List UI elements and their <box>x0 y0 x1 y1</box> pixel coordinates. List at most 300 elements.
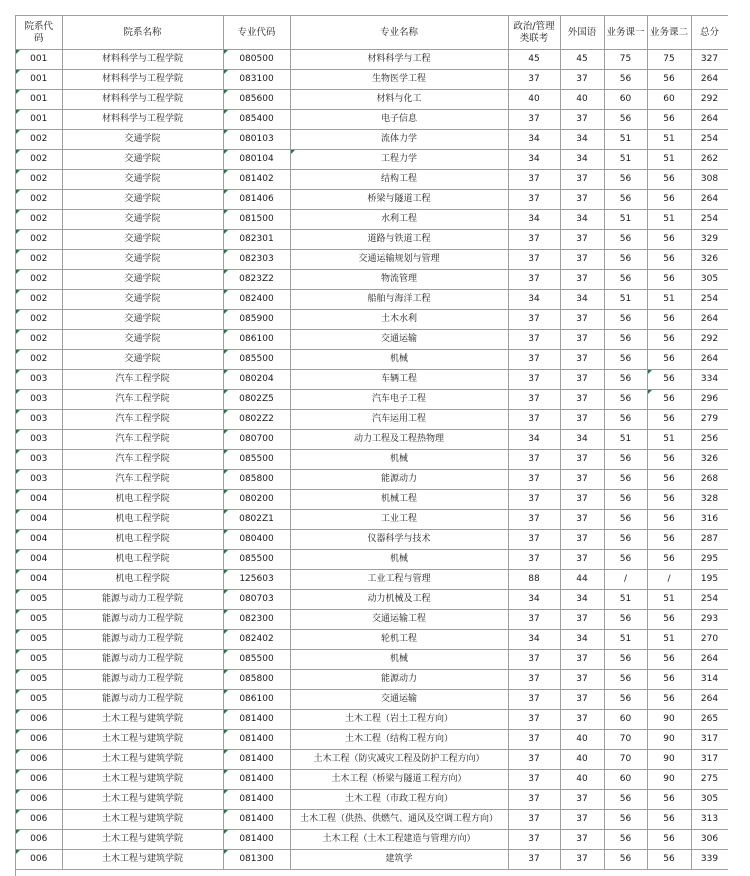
cell-dept-code: 006 <box>16 770 62 790</box>
cell-course2: 56 <box>647 250 691 270</box>
cell-major-code: 081400 <box>223 790 290 810</box>
cell-dept-code: 002 <box>16 330 62 350</box>
cell-course1: 60 <box>604 770 647 790</box>
cell-dept-name: 土木工程与建筑学院 <box>62 730 223 750</box>
cell-dept-name: 交通学院 <box>62 330 223 350</box>
cell-major-code: 081400 <box>223 710 290 730</box>
cell-course1: 56 <box>604 350 647 370</box>
cell-politics: 37 <box>508 250 560 270</box>
cell-course2: 56 <box>647 790 691 810</box>
cell-dept-code: 004 <box>16 550 62 570</box>
cell-total: 308 <box>691 170 728 190</box>
cell-course2: 51 <box>647 150 691 170</box>
cell-course2: 90 <box>647 770 691 790</box>
cell-dept-name: 交通学院 <box>62 290 223 310</box>
cell-course1: 56 <box>604 70 647 90</box>
cell-total: 292 <box>691 330 728 350</box>
cell-language: 34 <box>560 590 604 610</box>
cell-total: 264 <box>691 690 728 710</box>
cell-course2: 56 <box>647 410 691 430</box>
cell-course2: 56 <box>647 490 691 510</box>
cell-language: 37 <box>560 190 604 210</box>
cell-politics: 34 <box>508 590 560 610</box>
cell-major-name: 土木工程（市政工程方向） <box>290 790 508 810</box>
table-row <box>16 290 728 310</box>
cell-language: 40 <box>560 730 604 750</box>
cell-course1: 56 <box>604 190 647 210</box>
cell-total: 306 <box>691 830 728 850</box>
header-dept-code: 院系代码 <box>16 16 62 50</box>
table-row <box>16 710 728 730</box>
cell-major-name: 机械 <box>290 450 508 470</box>
cell-dept-code: 004 <box>16 570 62 590</box>
cell-dept-name: 交通学院 <box>62 190 223 210</box>
cell-course1: 56 <box>604 490 647 510</box>
cell-course1: 51 <box>604 630 647 650</box>
cell-total: 326 <box>691 450 728 470</box>
cell-major-code: 080204 <box>223 370 290 390</box>
cell-dept-name: 交通学院 <box>62 270 223 290</box>
cell-dept-code: 004 <box>16 490 62 510</box>
cell-dept-name: 土木工程与建筑学院 <box>62 830 223 850</box>
table-row <box>16 370 728 390</box>
cell-course1: 70 <box>604 730 647 750</box>
cell-major-code: 0802Z1 <box>223 510 290 530</box>
cell-language: 37 <box>560 610 604 630</box>
cell-course1: 51 <box>604 430 647 450</box>
cell-language: 40 <box>560 750 604 770</box>
cell-major-name: 能源动力 <box>290 670 508 690</box>
cell-politics: 37 <box>508 530 560 550</box>
cell-major-code: 081500 <box>223 210 290 230</box>
cell-language: 37 <box>560 70 604 90</box>
cell-major-name: 车辆工程 <box>290 370 508 390</box>
cell-dept-code: 003 <box>16 370 62 390</box>
cell-language: 40 <box>560 90 604 110</box>
table-row <box>16 690 728 710</box>
cell-major-name: 土木工程（桥梁与隧道工程方向） <box>290 770 508 790</box>
cell-major-code: 085600 <box>223 90 290 110</box>
cell-major-name: 土木工程（岩土工程方向） <box>290 710 508 730</box>
cell-dept-code: 002 <box>16 230 62 250</box>
cell-course2: 90 <box>647 710 691 730</box>
table-row <box>16 450 728 470</box>
cell-course1: 56 <box>604 410 647 430</box>
cell-politics: 34 <box>508 150 560 170</box>
cell-major-name: 材料科学与工程 <box>290 50 508 70</box>
cell-dept-code: 002 <box>16 170 62 190</box>
cell-major-name: 机械 <box>290 350 508 370</box>
cell-major-code: 082301 <box>223 230 290 250</box>
table-row <box>16 790 728 810</box>
cell-course2: 56 <box>647 610 691 630</box>
cell-course1: 56 <box>604 670 647 690</box>
cell-course1: 56 <box>604 450 647 470</box>
cell-total: 254 <box>691 590 728 610</box>
score-table <box>16 16 728 870</box>
cell-politics: 37 <box>508 550 560 570</box>
cell-dept-code: 005 <box>16 670 62 690</box>
cell-total: 254 <box>691 130 728 150</box>
cell-language: 34 <box>560 210 604 230</box>
cell-dept-code: 002 <box>16 250 62 270</box>
cell-language: 37 <box>560 530 604 550</box>
cell-politics: 37 <box>508 770 560 790</box>
cell-major-name: 电子信息 <box>290 110 508 130</box>
cell-politics: 37 <box>508 390 560 410</box>
cell-major-code: 081400 <box>223 770 290 790</box>
cell-major-code: 085800 <box>223 670 290 690</box>
table-row <box>16 770 728 790</box>
cell-major-code: 085500 <box>223 350 290 370</box>
cell-total: 254 <box>691 290 728 310</box>
cell-politics: 37 <box>508 750 560 770</box>
cell-course1: 56 <box>604 330 647 350</box>
cell-course1: 70 <box>604 750 647 770</box>
cell-course1: 56 <box>604 790 647 810</box>
cell-language: 37 <box>560 350 604 370</box>
cell-total: 279 <box>691 410 728 430</box>
cell-major-code: 083100 <box>223 70 290 90</box>
cell-language: 37 <box>560 810 604 830</box>
cell-language: 45 <box>560 50 604 70</box>
cell-course1: 56 <box>604 830 647 850</box>
table-row <box>16 850 728 870</box>
table-row <box>16 350 728 370</box>
cell-dept-name: 能源与动力工程学院 <box>62 630 223 650</box>
cell-course1: 56 <box>604 230 647 250</box>
cell-course2: 90 <box>647 750 691 770</box>
cell-major-name: 汽车电子工程 <box>290 390 508 410</box>
cell-language: 37 <box>560 390 604 410</box>
cell-politics: 45 <box>508 50 560 70</box>
cell-total: 329 <box>691 230 728 250</box>
cell-major-code: 082402 <box>223 630 290 650</box>
cell-language: 37 <box>560 110 604 130</box>
cell-course2: 75 <box>647 50 691 70</box>
cell-language: 37 <box>560 230 604 250</box>
cell-major-name: 轮机工程 <box>290 630 508 650</box>
cell-dept-name: 材料科学与工程学院 <box>62 90 223 110</box>
cell-major-code: 085800 <box>223 470 290 490</box>
cell-course2: 56 <box>647 330 691 350</box>
cell-course2: 56 <box>647 450 691 470</box>
table-row <box>16 810 728 830</box>
cell-course2: 56 <box>647 830 691 850</box>
table-body <box>16 50 728 870</box>
cell-dept-name: 汽车工程学院 <box>62 430 223 450</box>
cell-language: 37 <box>560 330 604 350</box>
cell-language: 37 <box>560 710 604 730</box>
cell-course2: 51 <box>647 430 691 450</box>
cell-dept-code: 002 <box>16 290 62 310</box>
cell-course2: 56 <box>647 690 691 710</box>
cell-politics: 37 <box>508 370 560 390</box>
cell-dept-code: 003 <box>16 430 62 450</box>
cell-course2: 51 <box>647 210 691 230</box>
table-row <box>16 550 728 570</box>
cell-dept-code: 006 <box>16 810 62 830</box>
cell-dept-code: 003 <box>16 450 62 470</box>
header-language: 外国语 <box>560 16 604 50</box>
cell-course2: 51 <box>647 630 691 650</box>
cell-course1: 56 <box>604 690 647 710</box>
cell-dept-code: 005 <box>16 610 62 630</box>
cell-total: 296 <box>691 390 728 410</box>
cell-course2: 56 <box>647 370 691 390</box>
table-row <box>16 70 728 90</box>
cell-language: 37 <box>560 850 604 870</box>
cell-dept-name: 土木工程与建筑学院 <box>62 850 223 870</box>
cell-politics: 37 <box>508 110 560 130</box>
cell-dept-name: 汽车工程学院 <box>62 390 223 410</box>
cell-course2: 56 <box>647 670 691 690</box>
table-row <box>16 830 728 850</box>
cell-major-code: 080703 <box>223 590 290 610</box>
cell-major-name: 材料与化工 <box>290 90 508 110</box>
table-row <box>16 210 728 230</box>
cell-major-name: 桥梁与隧道工程 <box>290 190 508 210</box>
cell-language: 37 <box>560 410 604 430</box>
table-row <box>16 570 728 590</box>
cell-dept-name: 汽车工程学院 <box>62 450 223 470</box>
cell-major-name: 道路与铁道工程 <box>290 230 508 250</box>
cell-dept-code: 002 <box>16 310 62 330</box>
cell-politics: 88 <box>508 570 560 590</box>
cell-major-code: 082303 <box>223 250 290 270</box>
cell-politics: 37 <box>508 850 560 870</box>
cell-course2: 56 <box>647 530 691 550</box>
cell-dept-code: 001 <box>16 70 62 90</box>
cell-course1: 60 <box>604 710 647 730</box>
cell-language: 44 <box>560 570 604 590</box>
header-course1: 业务课一 <box>604 16 647 50</box>
header-major-code: 专业代码 <box>223 16 290 50</box>
cell-major-code: 081400 <box>223 750 290 770</box>
cell-dept-name: 土木工程与建筑学院 <box>62 790 223 810</box>
cell-dept-code: 001 <box>16 110 62 130</box>
cell-major-code: 081300 <box>223 850 290 870</box>
cell-politics: 37 <box>508 230 560 250</box>
cell-course2: 90 <box>647 730 691 750</box>
cell-dept-name: 能源与动力工程学院 <box>62 590 223 610</box>
cell-major-name: 交通运输 <box>290 330 508 350</box>
cell-course1: 51 <box>604 210 647 230</box>
cell-total: 287 <box>691 530 728 550</box>
cell-dept-code: 002 <box>16 350 62 370</box>
cell-course2: 60 <box>647 90 691 110</box>
cell-total: 327 <box>691 50 728 70</box>
cell-politics: 34 <box>508 130 560 150</box>
cell-language: 40 <box>560 770 604 790</box>
cell-politics: 37 <box>508 310 560 330</box>
cell-politics: 37 <box>508 170 560 190</box>
cell-dept-code: 005 <box>16 590 62 610</box>
cell-total: 328 <box>691 490 728 510</box>
table-row <box>16 750 728 770</box>
cell-dept-name: 交通学院 <box>62 150 223 170</box>
cell-major-name: 交通运输规划与管理 <box>290 250 508 270</box>
cell-language: 37 <box>560 670 604 690</box>
table-row <box>16 170 728 190</box>
cell-total: 264 <box>691 190 728 210</box>
cell-course2: 56 <box>647 170 691 190</box>
cell-major-name: 汽车运用工程 <box>290 410 508 430</box>
cell-total: 313 <box>691 810 728 830</box>
table-row <box>16 270 728 290</box>
cell-total: 264 <box>691 650 728 670</box>
cell-dept-name: 汽车工程学院 <box>62 470 223 490</box>
cell-course2: 56 <box>647 550 691 570</box>
cell-language: 37 <box>560 830 604 850</box>
cell-politics: 37 <box>508 810 560 830</box>
cell-total: 326 <box>691 250 728 270</box>
table-row <box>16 610 728 630</box>
cell-dept-code: 004 <box>16 530 62 550</box>
header-course2: 业务课二 <box>647 16 691 50</box>
cell-course2: 56 <box>647 110 691 130</box>
cell-politics: 37 <box>508 450 560 470</box>
cell-politics: 37 <box>508 510 560 530</box>
cell-dept-code: 002 <box>16 210 62 230</box>
cell-major-code: 080500 <box>223 50 290 70</box>
cell-course2: 56 <box>647 390 691 410</box>
cell-total: 292 <box>691 90 728 110</box>
cell-major-code: 081400 <box>223 810 290 830</box>
cell-total: 295 <box>691 550 728 570</box>
cell-dept-name: 能源与动力工程学院 <box>62 610 223 630</box>
cell-course2: 56 <box>647 850 691 870</box>
cell-major-code: 085900 <box>223 310 290 330</box>
cell-total: 262 <box>691 150 728 170</box>
cell-course2: 56 <box>647 810 691 830</box>
table-row <box>16 470 728 490</box>
cell-dept-code: 006 <box>16 790 62 810</box>
table-row <box>16 490 728 510</box>
cell-politics: 40 <box>508 90 560 110</box>
cell-course1: / <box>604 570 647 590</box>
cell-major-name: 动力工程及工程热物理 <box>290 430 508 450</box>
cell-course2: 56 <box>647 650 691 670</box>
cell-total: 316 <box>691 510 728 530</box>
table-row <box>16 430 728 450</box>
cell-total: 264 <box>691 110 728 130</box>
cell-language: 37 <box>560 790 604 810</box>
cell-course1: 51 <box>604 130 647 150</box>
cell-major-code: 085500 <box>223 450 290 470</box>
table-row <box>16 230 728 250</box>
cell-major-name: 机械 <box>290 550 508 570</box>
cell-total: 275 <box>691 770 728 790</box>
cell-dept-code: 002 <box>16 150 62 170</box>
cell-total: 317 <box>691 750 728 770</box>
cell-total: 256 <box>691 430 728 450</box>
table-row <box>16 130 728 150</box>
table-row <box>16 630 728 650</box>
cell-dept-code: 002 <box>16 130 62 150</box>
cell-dept-code: 001 <box>16 50 62 70</box>
cell-course2: 56 <box>647 470 691 490</box>
cell-dept-name: 交通学院 <box>62 210 223 230</box>
cell-language: 34 <box>560 430 604 450</box>
cell-course1: 56 <box>604 850 647 870</box>
cell-total: 305 <box>691 270 728 290</box>
cell-politics: 37 <box>508 70 560 90</box>
cell-politics: 34 <box>508 430 560 450</box>
cell-dept-name: 机电工程学院 <box>62 510 223 530</box>
cell-major-code: 086100 <box>223 690 290 710</box>
cell-course2: 56 <box>647 230 691 250</box>
cell-dept-name: 交通学院 <box>62 230 223 250</box>
cell-major-code: 081400 <box>223 830 290 850</box>
cell-major-name: 工程力学 <box>290 150 508 170</box>
cell-major-code: 081402 <box>223 170 290 190</box>
header-politics: 政治/管理类联考 <box>508 16 560 50</box>
cell-major-name: 水利工程 <box>290 210 508 230</box>
cell-course2: 56 <box>647 270 691 290</box>
cell-politics: 34 <box>508 290 560 310</box>
cell-major-name: 机械工程 <box>290 490 508 510</box>
table-row <box>16 730 728 750</box>
cell-dept-name: 机电工程学院 <box>62 490 223 510</box>
cell-total: 305 <box>691 790 728 810</box>
table-row <box>16 190 728 210</box>
cell-total: 254 <box>691 210 728 230</box>
cell-major-name: 生物医学工程 <box>290 70 508 90</box>
cell-major-name: 能源动力 <box>290 470 508 490</box>
cell-politics: 37 <box>508 610 560 630</box>
cell-dept-name: 材料科学与工程学院 <box>62 50 223 70</box>
cell-course1: 51 <box>604 150 647 170</box>
cell-course1: 56 <box>604 530 647 550</box>
cell-dept-code: 004 <box>16 510 62 530</box>
cell-politics: 37 <box>508 710 560 730</box>
cell-course1: 56 <box>604 110 647 130</box>
cell-major-name: 土木工程（防灾减灾工程及防护工程方向） <box>290 750 508 770</box>
cell-politics: 37 <box>508 470 560 490</box>
cell-dept-name: 交通学院 <box>62 130 223 150</box>
cell-total: 314 <box>691 670 728 690</box>
table-row <box>16 150 728 170</box>
cell-language: 37 <box>560 370 604 390</box>
cell-language: 37 <box>560 510 604 530</box>
cell-dept-name: 土木工程与建筑学院 <box>62 750 223 770</box>
cell-politics: 37 <box>508 410 560 430</box>
table-row <box>16 250 728 270</box>
table-row <box>16 50 728 70</box>
cell-course2: 56 <box>647 510 691 530</box>
cell-major-name: 工业工程与管理 <box>290 570 508 590</box>
cell-total: 339 <box>691 850 728 870</box>
header-dept-name: 院系名称 <box>62 16 223 50</box>
table-row <box>16 330 728 350</box>
cell-total: 270 <box>691 630 728 650</box>
cell-course1: 56 <box>604 550 647 570</box>
cell-dept-name: 交通学院 <box>62 350 223 370</box>
cell-major-code: 082300 <box>223 610 290 630</box>
cell-dept-name: 交通学院 <box>62 250 223 270</box>
cell-dept-code: 002 <box>16 190 62 210</box>
cell-total: 264 <box>691 70 728 90</box>
cell-language: 34 <box>560 150 604 170</box>
cell-dept-code: 006 <box>16 730 62 750</box>
cell-language: 37 <box>560 270 604 290</box>
table-header <box>16 16 728 50</box>
cell-dept-code: 002 <box>16 270 62 290</box>
cell-politics: 37 <box>508 330 560 350</box>
cell-major-name: 船舶与海洋工程 <box>290 290 508 310</box>
cell-dept-name: 能源与动力工程学院 <box>62 650 223 670</box>
